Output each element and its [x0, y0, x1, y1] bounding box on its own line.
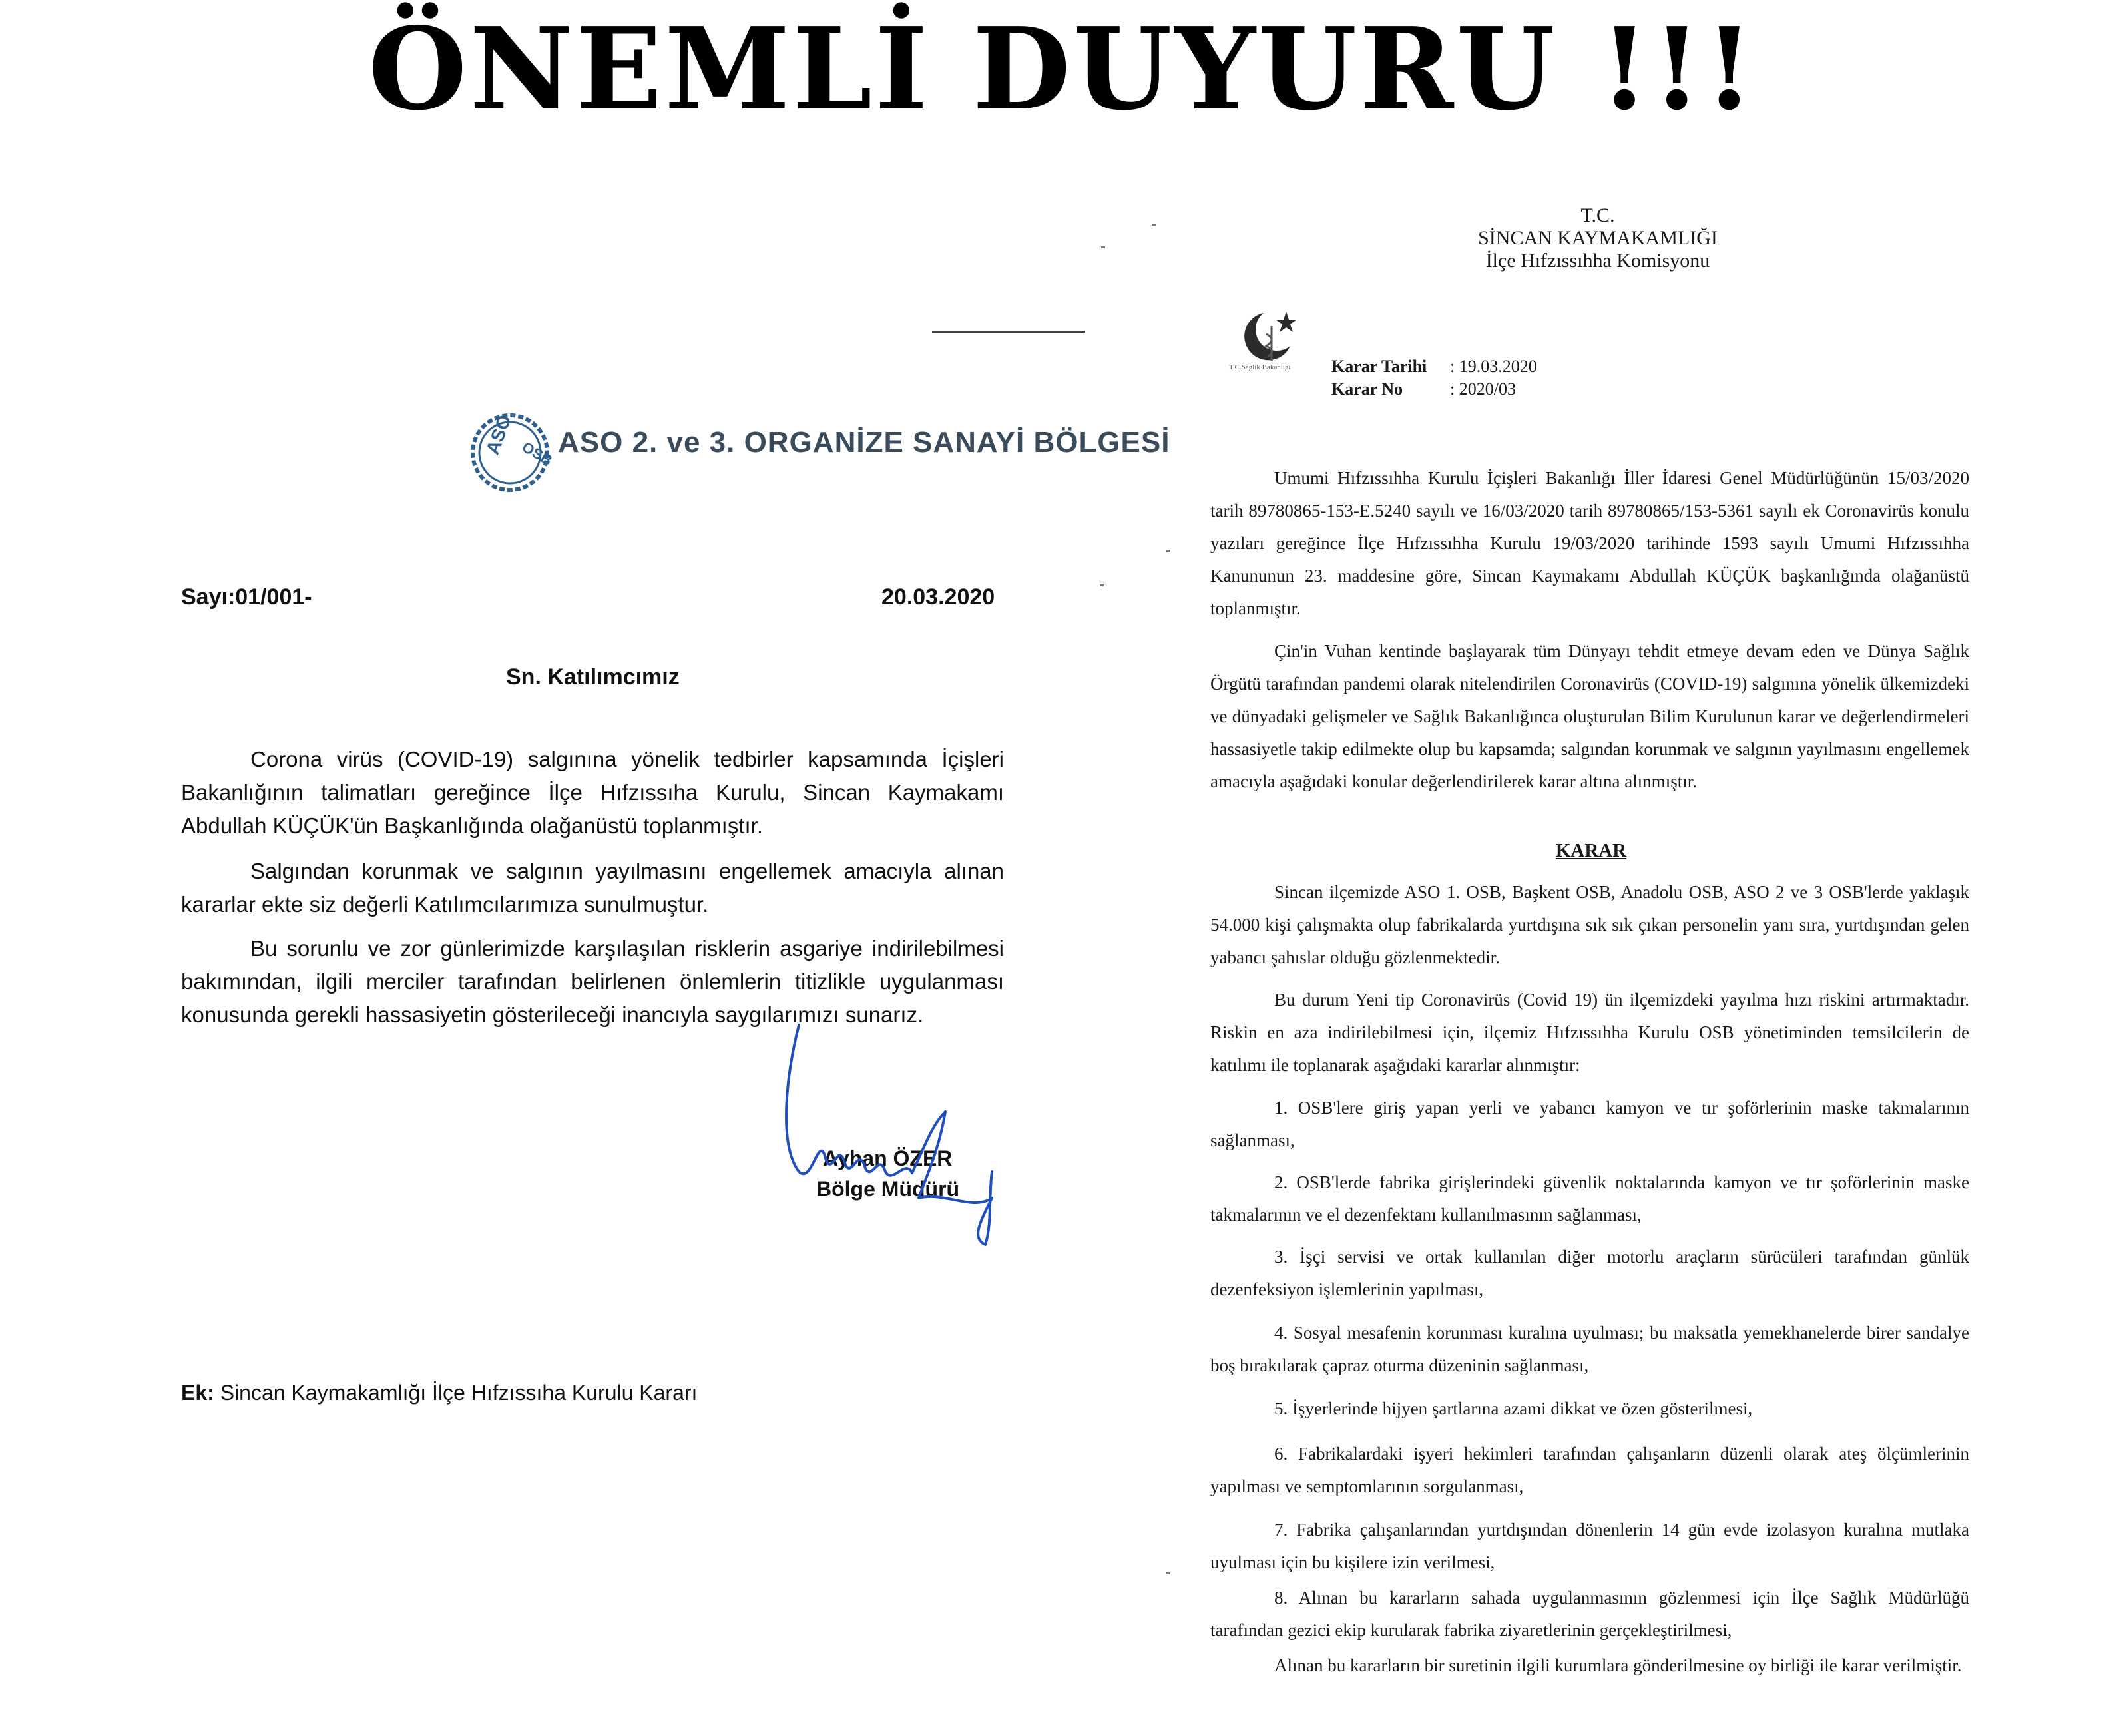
divider-line [932, 331, 1085, 333]
page-headline: ÖNEMLİ DUYURU !!! [368, 3, 1757, 136]
decree-item: 8. Alınan bu kararların sahada uygulanmasının gözlenmesi için İlçe Sağlık Müdürlüğü tarafından gezici ekip kurularak fabrika ziyaretlerinin gerçekleştirilmesi, [1210, 1588, 1969, 1640]
svg-text:ASO: ASO [482, 412, 515, 457]
attachment-note [181, 1381, 697, 1405]
decree-item: 4. Sosyal mesafenin korunması kuralına uyulması; bu maksatla yemekhanelerde birer sandalye boş bırakılarak çapraz oturma düzeninin sağlanması, [1210, 1323, 1969, 1375]
decree-item: 1. OSB'lere giriş yapan yerli ve yabancı kamyon ve tır şoförlerinin maske takmalarının sağlanması, [1210, 1098, 1969, 1150]
handwritten-signature [772, 998, 1039, 1251]
letter-paragraph: Salgından korunmak ve salgının yayılmasını engellemek amacıyla alınan kararlar ekte siz değerli Katılımcılarımıza sunulmuştur. [181, 859, 1004, 917]
scan-speck [1166, 1572, 1170, 1574]
decree-date-label: Karar Tarihi [1331, 357, 1427, 376]
karar-heading: KARAR [1555, 840, 1627, 861]
scan-speck [1152, 224, 1156, 226]
decree-item: 2. OSB'lerde fabrika girişlerindeki güvenlik noktalarında kamyon ve tır şoförlerinin maske takmalarının ve el dezenfektanı kullanılmasının sağlanması, [1210, 1172, 1969, 1225]
aso-osb-logo [470, 412, 555, 493]
decree-header-office: SİNCAN KAYMAKAMLIĞI [1478, 227, 1718, 249]
decree-closing: Alınan bu kararların bir suretinin ilgili kurumlara gönderilmesine oy birliği ile karar verilmiştir. [1274, 1655, 1962, 1675]
decree-intro-paragraph: Çin'in Vuhan kentinde başlayarak tüm Dünyayı tehdit etmeye devam eden ve Dünya Sağlık Örgütü tarafından pandemi olarak nitelendirilen Coronavirüs (COVID-19) salgınına yönelik ülkemizdeki ve dünyadaki gelişmeler ve Sağlık Bakanlığınca oluşturulan Bilim Kurulunun karar ve değerlendirmeleri hassasiyetle takip edilmekte olup bu kapsamda; salgından korunmak ve salgının yayılmasını engellemek amacıyla aşağıdaki konular değerlendirilerek karar altına alınmıştır. [1210, 641, 1969, 791]
decree-number-value: : 2020/03 [1450, 379, 1516, 399]
decree-number-label: Karar No [1331, 379, 1403, 399]
decree-item: 7. Fabrika çalışanlarından yurtdışından dönenlerin 14 gün evde izolasyon kuralına mutlaka uyulması için bu kişilere izin verilmesi, [1210, 1520, 1969, 1572]
organization-name: ASO 2. ve 3. ORGANİZE SANAYİ BÖLGESİ [558, 426, 1170, 459]
decree-header-tc: T.C. [1580, 204, 1615, 226]
signer-title: Bölge Müdürü [816, 1177, 960, 1201]
reference-number: Sayı:01/001- [181, 584, 312, 610]
decree-item: 5. İşyerlerinde hijyen şartlarına azami dikkat ve özen gösterilmesi, [1274, 1399, 1753, 1418]
letter-paragraph: Corona virüs (COVID-19) salgınına yönelik tedbirler kapsamında İçişleri Bakanlığının talimatları gereğince İlçe Hıfzıssıha Kurulu, Sincan Kaymakamı Abdullah KÜÇÜK'ün Başkanlığında olağanüstü toplanmıştır. [181, 747, 1004, 838]
decree-intro-paragraph: Umumi Hıfzıssıhha Kurulu İçişleri Bakanlığı İller İdaresi Genel Müdürlüğünün 15/03/2020 tarih 89780865-153-E.5240 sayılı ve 16/03/2020 tarih 89780865/153-5361 sayılı ek Coronavirüs konulu yazıları gereğince İlçe Hıfzıssıhha Kurulu 19/03/2020 tarihinde 1593 sayılı Umumi Hıfzıssıhha Kanununun 23. maddesine göre, Sincan Kaymakamı Abdullah KÜÇÜK başkanlığında olağanüstü toplanmıştır. [1210, 468, 1969, 618]
emblem-caption: T.C.Sağlık Bakanlığı [1229, 363, 1291, 371]
decree-karar-paragraph: Bu durum Yeni tip Coronavirüs (Covid 19) ün ilçemizdeki yayılma hızı riskini artırmaktadır. Riskin en aza indirilebilmesi için, ilçemiz Hıfzıssıhha Kurulu OSB yönetiminden temsilcilerin de katılımı ile toplanarak aşağıdaki kararlar alınmıştır: [1210, 990, 1969, 1075]
decree-header-commission: İlçe Hıfzıssıhha Komisyonu [1485, 250, 1710, 272]
attachment-label: Ek: [181, 1381, 214, 1405]
letter-date: 20.03.2020 [881, 584, 995, 610]
salutation: Sn. Katılımcımız [506, 664, 680, 690]
decree-date-value: : 19.03.2020 [1450, 357, 1537, 376]
decree-karar-paragraph: Sincan ilçemizde ASO 1. OSB, Başkent OSB, Anadolu OSB, ASO 2 ve 3 OSB'lerde yaklaşık 54.000 kişi çalışmakta olup fabrikalarda yurtdışına sık sık çıkan personelin yanı sıra, yurtdışından gelen yabancı şahıslar olduğu gözlenmektedir. [1210, 882, 1969, 967]
attachment-text: Sincan Kaymakamlığı İlçe Hıfzıssıha Kurulu Kararı [220, 1381, 698, 1405]
decree-item: 3. İşçi servisi ve ortak kullanılan diğer motorlu araçların sürücüleri tarafından günlük dezenfeksiyon işlemlerinin yapılması, [1210, 1247, 1969, 1299]
decree-item: 6. Fabrikalardaki işyeri hekimleri tarafından çalışanların düzenli olarak ateş ölçümlerinin yapılması ve semptomlarının sorgulanması, [1210, 1444, 1969, 1496]
scan-speck [1101, 246, 1105, 248]
scan-speck [1166, 550, 1170, 552]
scan-speck [1100, 584, 1104, 586]
signer-name: Ayhan ÖZER [823, 1146, 953, 1170]
letter-paragraph: Bu sorunlu ve zor günlerimizde karşılaşılan risklerin asgariye indirilebilmesi bakımından, ilgili merciler tarafından belirlenen önlemlerin titizlikle uygulanması konusunda gerekli hassasiyetin gösterileceği inancıyla saygılarımızı sunarız. [181, 936, 1004, 1027]
svg-text:OSB: OSB [519, 438, 555, 469]
